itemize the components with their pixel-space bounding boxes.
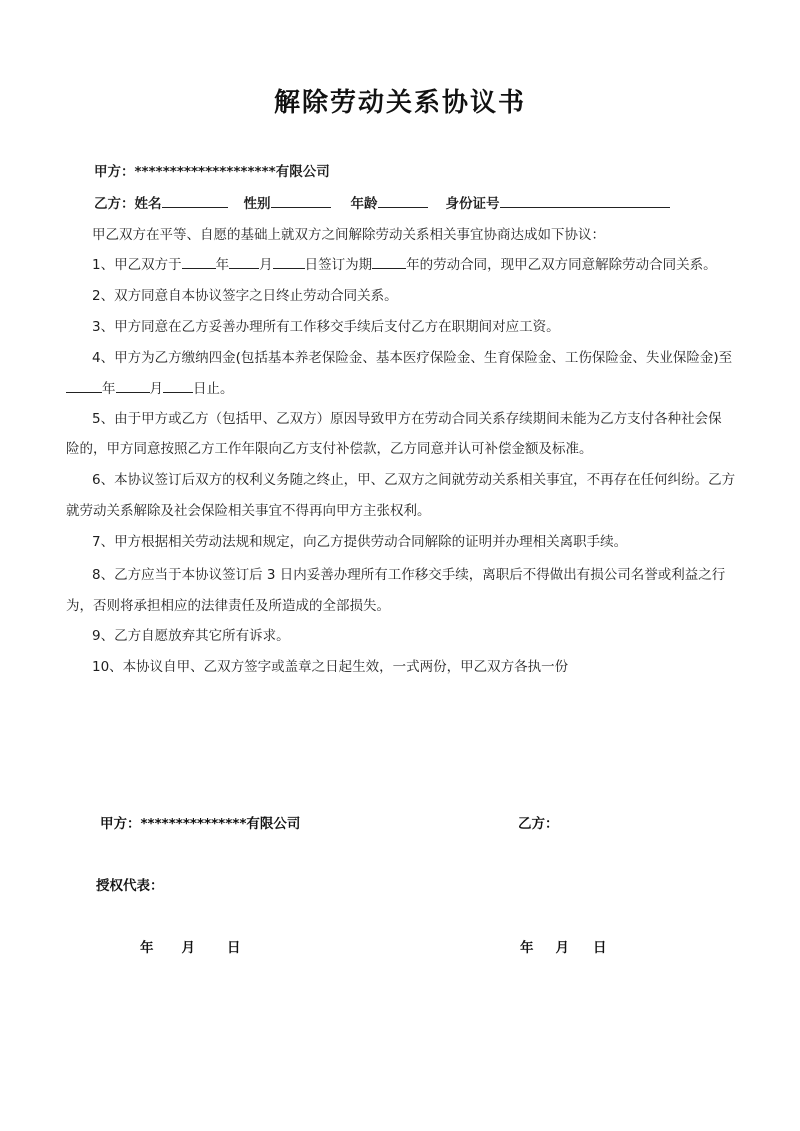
clause-10: 10、本协议自甲、乙双方签字或盖章之日起生效，一式两份，甲乙双方各执一份 — [92, 659, 569, 675]
clause-1-term-blank[interactable] — [372, 254, 406, 269]
party-b-age-blank[interactable] — [378, 193, 428, 208]
party-b-line — [94, 192, 670, 212]
clause-6-line-2: 就劳动关系解除及社会保险相关事宜不得再向甲方主张权利。 — [66, 503, 431, 519]
signature-date-right — [520, 936, 607, 956]
clause-1-day-blank[interactable] — [273, 254, 305, 269]
date-right-month: 月 — [555, 940, 569, 956]
party-b-id-label: 身份证号 — [445, 196, 500, 212]
clause-5-line-2: 险的，甲方同意按照乙方工作年限向乙方支付补偿款，乙方同意并认可补偿金额及标准。 — [66, 441, 593, 457]
clause-1-year-blank[interactable] — [182, 254, 216, 269]
date-left-day: 日 — [227, 940, 241, 956]
clause-9: 9、乙方自愿放弃其它所有诉求。 — [92, 628, 290, 644]
clause-1-month-blank[interactable] — [229, 254, 259, 269]
clause-1-day: 日签订为期 — [304, 257, 373, 273]
date-right-year: 年 — [520, 940, 534, 956]
signature-date-left — [140, 936, 241, 956]
clause-8-line-2: 为，否则将承担相应的法律责任及所造成的全部损失。 — [66, 598, 390, 614]
document-title: 解除劳动关系协议书 — [273, 88, 526, 118]
clause-4-month-blank[interactable] — [116, 378, 150, 393]
intro-paragraph: 甲乙双方在平等、自愿的基础上就双方之间解除劳动关系相关事宜协商达成如下协议： — [92, 227, 605, 243]
clause-4-month: 月 — [149, 381, 163, 397]
party-b-id-blank[interactable] — [500, 193, 670, 208]
clause-7: 7、甲方根据相关劳动法规和规定，向乙方提供劳动合同解除的证明并办理相关离职手续。 — [92, 534, 628, 550]
clause-1-rest: 年的劳动合同，现甲乙双方同意解除劳动合同关系。 — [406, 257, 717, 273]
date-left-month: 月 — [181, 940, 195, 956]
clause-6-line-1: 6、本协议签订后双方的权利义务随之终止，甲、乙双方之间就劳动关系相关事宜，不再存在任何纠纷。乙方 — [92, 472, 736, 488]
signature-party-a: 甲方：***************有限公司 — [100, 816, 301, 832]
clause-1-month: 月 — [259, 257, 273, 273]
party-b-age-label: 年龄 — [350, 196, 378, 212]
clause-1-prefix: 1、甲乙双方于 — [92, 257, 182, 273]
authorized-representative: 授权代表： — [96, 878, 164, 894]
party-a-label: 甲方： — [94, 164, 135, 180]
clause-4-line-2 — [66, 374, 746, 405]
clause-1 — [92, 250, 772, 281]
clause-4-year-blank[interactable] — [66, 378, 102, 393]
clause-3: 3、甲方同意在乙方妥善办理所有工作移交手续后支付乙方在职期间对应工资。 — [92, 319, 560, 335]
date-left-year: 年 — [140, 940, 154, 956]
clause-4-line-1: 4、甲方为乙方缴纳四金(包括基本养老保险金、基本医疗保险金、生育保险金、工伤保险金、失业保险金)至 — [92, 350, 733, 366]
clause-8-line-1: 8、乙方应当于本协议签订后 3 日内妥善办理所有工作移交手续，离职后不得做出有损公司名誉或利益之行 — [92, 567, 726, 583]
party-a-line — [94, 160, 330, 180]
clause-4-year: 年 — [102, 381, 116, 397]
party-b-name-blank[interactable] — [162, 193, 228, 208]
party-b-label: 乙方： — [94, 196, 135, 212]
party-a-value: ********************有限公司 — [134, 164, 330, 180]
clause-4-end: 日止。 — [193, 381, 234, 397]
clause-5-line-1: 5、由于甲方或乙方（包括甲、乙双方）原因导致甲方在劳动合同关系存续期间未能为乙方支付各种社会保 — [92, 411, 722, 427]
party-b-name-label: 姓名 — [134, 196, 162, 212]
date-right-day: 日 — [593, 940, 607, 956]
clause-1-year: 年 — [215, 257, 230, 273]
clause-2: 2、双方同意自本协议签字之日终止劳动合同关系。 — [92, 288, 398, 304]
signature-party-b: 乙方： — [518, 816, 559, 832]
party-b-gender-blank[interactable] — [271, 193, 331, 208]
clause-4-day-blank[interactable] — [163, 378, 193, 393]
party-b-gender-label: 性别 — [243, 196, 271, 212]
